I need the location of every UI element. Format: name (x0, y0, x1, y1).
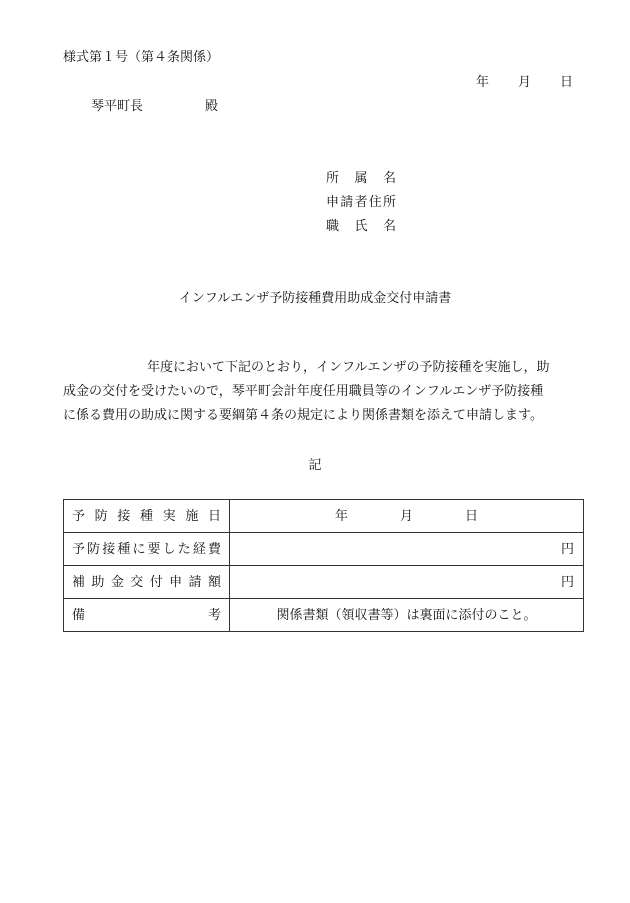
body-line-2: 成金の交付を受けたいので，琴平町会計年度任用職員等のインフルエンザ予防接種 (63, 384, 544, 399)
vaccination-date-field[interactable] (230, 500, 584, 533)
yen-unit-label: 円 (560, 574, 574, 590)
vaccination-cost-field[interactable] (230, 533, 584, 566)
body-paragraph (63, 356, 584, 428)
remarks-note: 関係書類（領収書等）は裏面に添付のこと。 (276, 607, 537, 623)
table-row (64, 599, 584, 632)
honorific: 殿 (205, 99, 219, 114)
vaccination-cost-label: 予防接種に要した経費 (72, 541, 221, 557)
yen-unit-label: 円 (560, 541, 574, 557)
applicant-affiliation-text: 所属名 (326, 171, 396, 186)
table-row (64, 500, 584, 533)
body-line-3: に係る費用の助成に関する要綱第４条の規定により関係書類を添えて申請します。 (63, 408, 543, 423)
body-line-1: 年度において下記のとおり，インフルエンザの予防接種を実施し，助 (147, 360, 550, 375)
subsidy-amount-field[interactable] (230, 566, 584, 599)
applicant-address-label (326, 196, 396, 209)
detail-table (63, 499, 584, 632)
addressee: 琴平町長 (91, 99, 144, 114)
applicant-address-text: 申請者住所 (326, 195, 396, 210)
table-label-cell (64, 533, 230, 566)
table-row (64, 566, 584, 599)
form-number-label: 様式第１号（第４条関係） (63, 50, 220, 65)
date-month-label: 月 (518, 75, 532, 90)
vaccination-day-label: 日 (465, 508, 479, 524)
ki-heading: 記 (308, 458, 322, 473)
applicant-name-label (326, 220, 396, 233)
applicant-name-text: 職氏名 (326, 219, 396, 234)
vaccination-date-label: 予防接種実施日 (72, 508, 221, 524)
remarks-label: 備考 (72, 607, 221, 623)
document-title: インフルエンザ予防接種費用助成金交付申請書 (178, 291, 452, 306)
table-row (64, 533, 584, 566)
table-label-cell (64, 566, 230, 599)
vaccination-year-label: 年 (334, 508, 348, 524)
table-label-cell (64, 500, 230, 533)
subsidy-amount-label: 補助金交付申請額 (72, 574, 221, 590)
date-day-label: 日 (560, 75, 574, 90)
date-year-label: 年 (476, 75, 490, 90)
remarks-field (230, 599, 584, 632)
applicant-affiliation-label (326, 172, 396, 185)
table-label-cell (64, 599, 230, 632)
vaccination-month-label: 月 (399, 508, 413, 524)
